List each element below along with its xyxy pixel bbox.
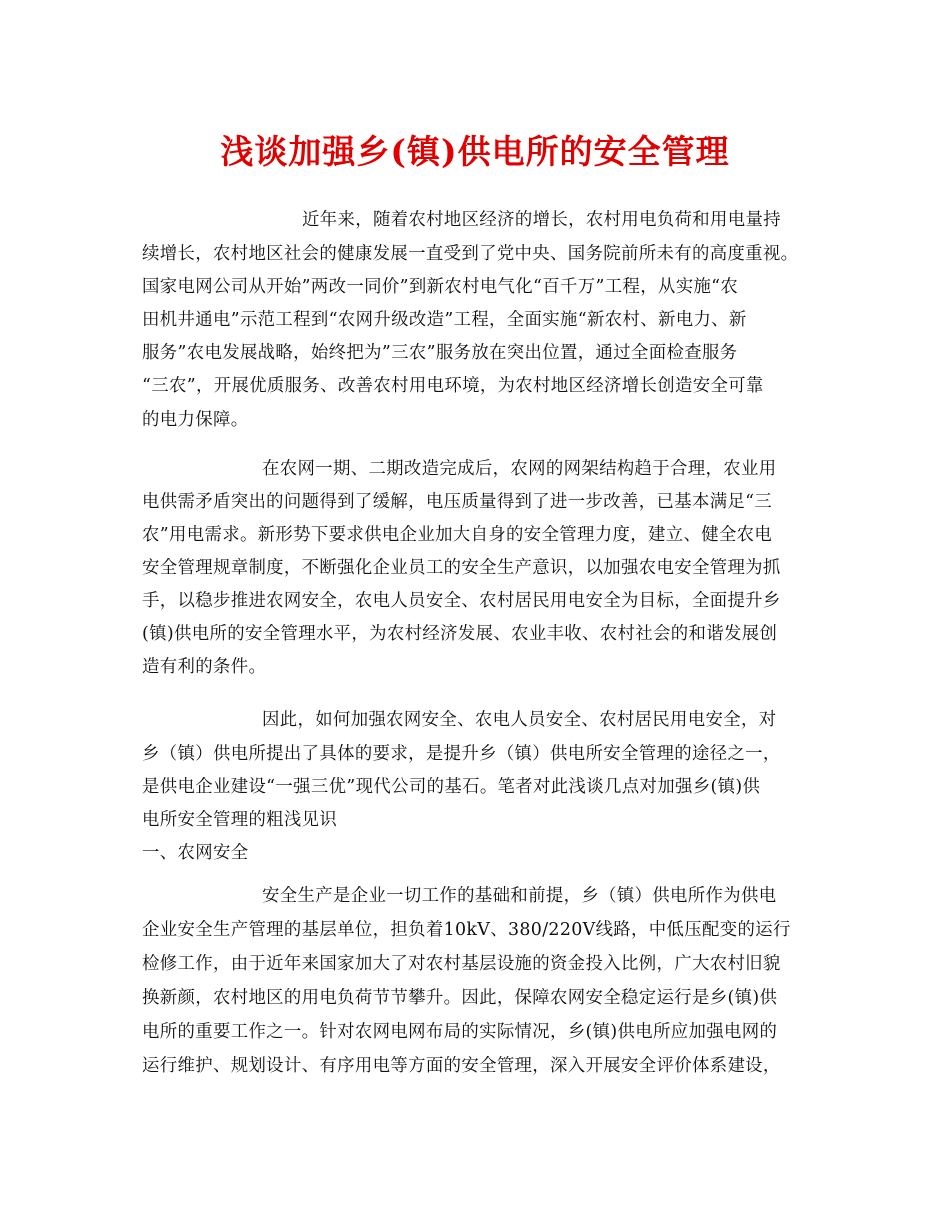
paragraph-3-line-3: 是供电企业建设“一强三优”现代公司的基石。笔者对此浅谈几点对加强乡(镇)供	[142, 777, 761, 797]
paragraph-2-line-2: 电供需矛盾突出的问题得到了缓解，电压质量得到了进一步改善，已基本满足“三	[142, 492, 773, 512]
paragraph-3-line-4: 电所安全管理的粗浅见识	[142, 810, 338, 830]
paragraph-5-line-1: 安全生产是企业一切工作的基础和前提，乡（镇）供电所作为供电	[262, 886, 777, 906]
paragraph-5-line-6: 运行维护、规划设计、有序用电等方面的安全管理，深入开展安全评价体系建设，	[142, 1056, 781, 1076]
paragraph-1-line-7: 的电力保障。	[142, 410, 249, 430]
paragraph-2-line-6: (镇)供电所的安全管理水平，为农村经济发展、农业丰收、农村社会的和谐发展创	[142, 624, 778, 644]
paragraph-2-line-5: 手，以稳步推进农网安全，农电人员安全、农村居民用电安全为目标，全面提升乡	[142, 591, 781, 611]
paragraph-3-line-2: 乡（镇）供电所提出了具体的要求，是提升乡（镇）供电所安全管理的途径之一，	[142, 744, 781, 764]
paragraph-5-line-4: 换新颜，农村地区的用电负荷节节攀升。因此，保障农网安全稳定运行是乡(镇)供	[142, 988, 778, 1008]
paragraph-5-line-3: 检修工作，由于近年来国家加大了对农村基层设施的资金投入比例，广大农村旧貌	[142, 954, 781, 974]
paragraph-1-line-5: 服务”农电发展战略，始终把为”三农”服务放在突出位置，通过全面检查服务	[142, 343, 738, 363]
paragraph-1-line-3: 国家电网公司从开始”两改一同价”到新农村电气化“百千万”工程，从实施“农	[142, 277, 739, 297]
section-heading-1: 一、农网安全	[142, 843, 249, 863]
paragraph-2-line-1: 在农网一期、二期改造完成后，农网的网架结构趋于合理，农业用	[262, 459, 777, 479]
paragraph-1-line-6: “三农”，开展优质服务、改善农村用电环境，为农村地区经济增长创造安全可靠	[142, 376, 764, 396]
paragraph-2-line-7: 造有利的条件。	[142, 657, 267, 677]
paragraph-2-line-4: 安全管理规章制度，不断强化企业员工的安全生产意识，以加强农电安全管理为抓	[142, 558, 781, 578]
paragraph-3-line-1: 因此，如何加强农网安全、农电人员安全、农村居民用电安全，对	[262, 710, 777, 730]
paragraph-2-line-3: 农”用电需求。新形势下要求供电企业加大自身的安全管理力度，建立、健全农电	[142, 525, 773, 545]
paragraph-5-line-5: 电所的重要工作之一。针对农网电网布局的实际情况，乡(镇)供电所应加强电网的	[142, 1022, 778, 1042]
paragraph-1-line-4: 田机井通电”示范工程到“农网升级改造”工程，全面实施“新农村、新电力、新	[142, 310, 747, 330]
paragraph-5-line-2: 企业安全生产管理的基层单位，担负着10kV、380/220V线路，中低压配变的运行	[142, 920, 791, 940]
paragraph-1-line-2: 续增长，农村地区社会的健康发展一直受到了党中央、国务院前所未有的高度重视。	[142, 244, 799, 264]
document-title: 浅谈加强乡(镇)供电所的安全管理	[220, 132, 730, 171]
paragraph-1-line-1: 近年来，随着农村地区经济的增长，农村用电负荷和用电量持	[302, 210, 781, 230]
